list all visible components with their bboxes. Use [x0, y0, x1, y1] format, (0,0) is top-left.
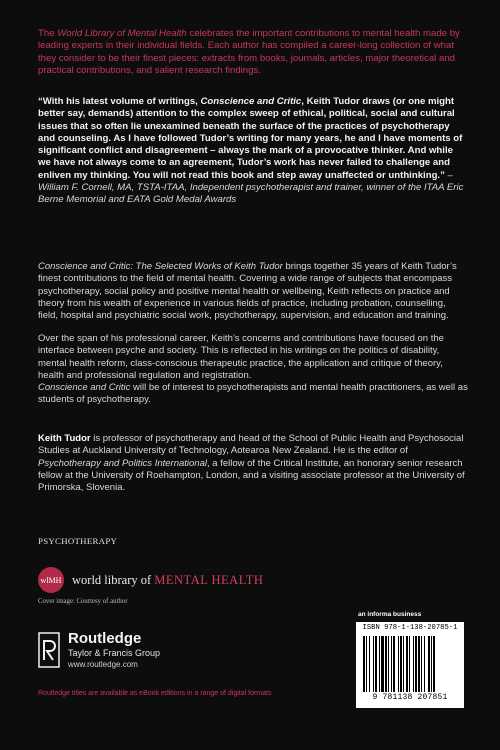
subject-category: PSYCHOTHERAPY: [38, 536, 118, 546]
journal-title: Psychotherapy and Politics International: [38, 457, 207, 469]
publisher-group: Taylor & Francis Group: [68, 648, 161, 658]
barcode-icon: [362, 636, 458, 692]
wlmh-badge-icon: wlMH: [38, 567, 64, 593]
quote-attribution: – William F. Cornell, MA, TSTA-ITAA, Independent psychotherapist and trainer, winner of the ITAA Eric Berne Memorial and EATA Gold Medal Awards: [38, 169, 464, 206]
author-name: Keith Tudor: [38, 433, 91, 444]
ebook-note: Routledge titles are available as eBook editions in a range of digital formats: [38, 690, 272, 697]
endorsement-quote: “With his latest volume of writings, Conscience and Critic, Keith Tudor draws (or one might better say, demands) attention to the complex sweep of ethical, political, social and cultural issues that so often lie unexamined beneath the surface of the practices of psychotherapy and counseling. As I have followed Tudor’s writing for many years, he and I have moments of significant conflict and disagreement – always the mark of a provocative thinker. And while we have not always come to an agreement, Tudor’s work has never failed to challenge and enliven my thinking. You will not read this book and step away unaffected or unthinking.” – William F. Cornell, MA, TSTA-ITAA, Independent psychotherapist and trainer, winner of the ITAA Eric Berne Memorial and EATA Gold Medal Awards: [38, 96, 464, 206]
description-paragraph: Conscience and Critic: The Selected Works of Keith Tudor brings together 35 years of Keith Tudor’s finest contributions to the field of mental health. Covering a wide range of subjects that encompass psychotherapy, social policy and positive mental health or wellbeing, Keith reflects on practice and theory from his wealth of experience in various fields of practice, including probation, counselling, field, hospital and psychiatric social work, psychotherapy, supervision, and education and training.: [38, 261, 457, 322]
series-logo: [38, 566, 263, 594]
audience-paragraph: Conscience and Critic will be of interest to psychotherapists and mental health practitioners, as well as students of psychotherapy.: [38, 382, 468, 406]
series-name: world library of MENTAL HEALTH: [72, 572, 264, 587]
full-book-title: Conscience and Critic: The Selected Works of Keith Tudor: [38, 261, 283, 272]
quote-book-title: Conscience and Critic: [200, 96, 302, 107]
publisher-logo: [38, 630, 160, 678]
career-paragraph: Over the span of his professional career, Keith’s concerns and contributions have focused on the interface between psyche and society. This is reflected in his writings on the politics of disability, mental health reform, class-conscious therapeutic practice, the application and critique of theory, health and professional regulation and registration.: [38, 333, 444, 381]
author-bio: Keith Tudor is professor of psychotherapy and head of the School of Public Health and Psychosocial Studies at Auckland University of Technology, Aotearoa New Zealand. He is the editor of Psychotherapy and Politics International, a fellow of the Critical Institute, an honorary senior research fellow at the University of Roehampton, London, and a visiting associate professor at the University of Primorska, Slovenia.: [38, 433, 465, 494]
barcode-digits: 9 781138 207851: [372, 693, 448, 702]
series-title: World Library of Mental Health: [57, 28, 187, 39]
publisher-name: Routledge: [68, 630, 142, 647]
informa-tagline: an informa business: [358, 611, 422, 618]
publisher-url: www.routledge.com: [68, 660, 138, 669]
routledge-logo-icon: [38, 632, 60, 668]
cover-credit: Cover image: Courtesy of author: [38, 598, 128, 605]
series-intro: The World Library of Mental Health celebrates the important contributions to mental health made by leading experts in their individual fields. Each author has compiled a career-long collection of what they consider to be their finest pieces: extracts from books, journals, articles, major theoretical and practical contributions, and salient research findings.: [38, 28, 460, 77]
isbn-label: ISBN 978-1-138-20785-1: [362, 624, 458, 632]
